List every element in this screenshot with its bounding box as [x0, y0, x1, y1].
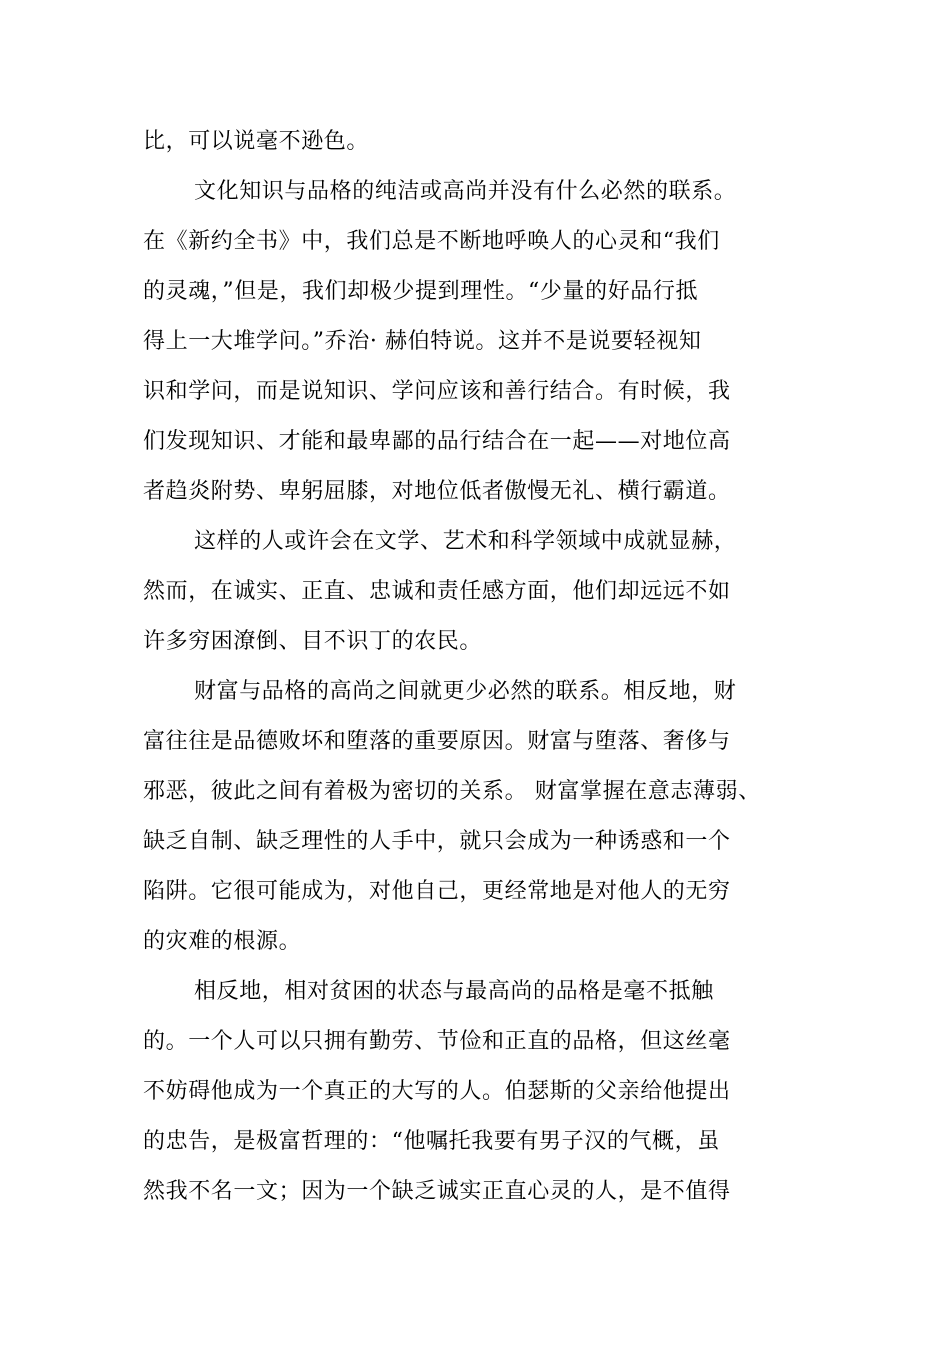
text-line: 邪恶，彼此之间有着极为密切的关系。 财富掌握在意志薄弱、 — [143, 779, 761, 804]
text-line: 许多穷困潦倒、目不识丁的农民。 — [143, 629, 483, 654]
text-line: 的。一个人可以只拥有勤劳、节俭和正直的品格，但这丝毫 — [143, 1029, 731, 1054]
text-line: 相反地，相对贫困的状态与最高尚的品格是毫不抵触 — [194, 979, 714, 1004]
text-line: 缺乏自制、缺乏理性的人手中，就只会成为一种诱惑和一个 — [143, 829, 731, 854]
text-line: 的忠告，是极富哲理的：“他嘱托我要有男子汉的气概，虽 — [143, 1129, 720, 1154]
text-line: 财富与品格的高尚之间就更少必然的联系。相反地，财 — [194, 679, 737, 704]
text-line: 者趋炎附势、卑躬屈膝，对地位低者傲慢无礼、横行霸道。 — [143, 479, 731, 504]
text-line: 然而，在诚实、正直、忠诚和责任感方面，他们却远远不如 — [143, 579, 731, 604]
text-line: 识和学问，而是说知识、学问应该和善行结合。有时候，我 — [143, 379, 731, 404]
text-line: 得上一大堆学问。”乔治· 赫伯特说。这并不是说要轻视知 — [143, 329, 702, 354]
text-line: 然我不名一文；因为一个缺乏诚实正直心灵的人，是不值得 — [143, 1179, 731, 1204]
text-line: 的灵魂，”但是，我们却极少提到理性。“少量的好品行抵 — [143, 279, 699, 304]
text-line: 陷阱。它很可能成为，对他自己，更经常地是对他人的无穷 — [143, 879, 731, 904]
text-line: 不妨碍他成为一个真正的大写的人。伯瑟斯的父亲给他提出 — [143, 1079, 731, 1104]
text-line: 在《新约全书》中，我们总是不断地呼唤人的心灵和“我们 — [143, 229, 720, 254]
text-line: 富往往是品德败坏和堕落的重要原因。财富与堕落、奢侈与 — [143, 729, 731, 754]
text-line: 文化知识与品格的纯洁或高尚并没有什么必然的联系。 — [194, 179, 737, 204]
text-line: 们发现知识、才能和最卑鄙的品行结合在一起——对地位高 — [143, 429, 731, 454]
text-line: 的灾难的根源。 — [143, 929, 302, 954]
text-line: 这样的人或许会在文学、艺术和科学领域中成就显赫， — [194, 529, 737, 554]
text-line: 比，可以说毫不逊色。 — [143, 129, 370, 154]
